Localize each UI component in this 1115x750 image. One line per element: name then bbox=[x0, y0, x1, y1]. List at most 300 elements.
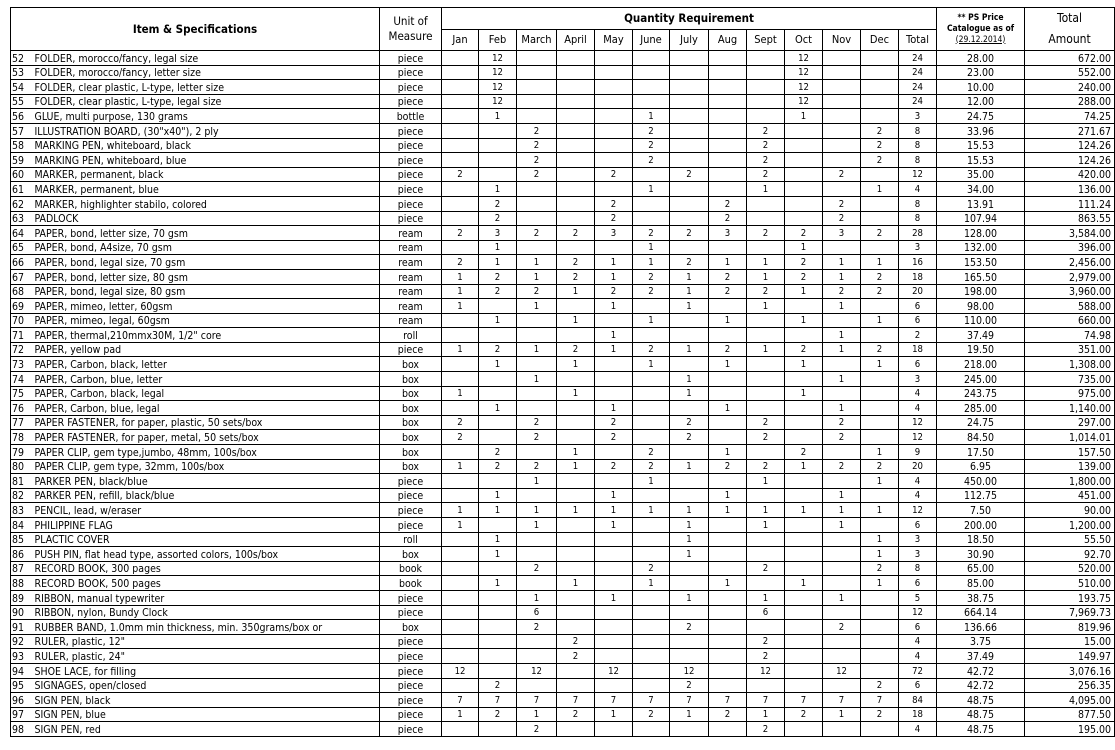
month-quantity bbox=[557, 138, 595, 153]
row-number: 65 bbox=[11, 240, 33, 255]
month-quantity: 2 bbox=[785, 707, 823, 722]
unit-of-measure: piece bbox=[380, 663, 442, 678]
month-quantity bbox=[442, 401, 479, 416]
item-description: PARKER PEN, refill, black/blue bbox=[33, 488, 380, 503]
month-quantity bbox=[442, 590, 479, 605]
row-number: 77 bbox=[11, 415, 33, 430]
month-quantity: 1 bbox=[595, 503, 633, 518]
month-quantity: 1 bbox=[785, 576, 823, 591]
month-quantity: 1 bbox=[633, 474, 670, 489]
month-quantity bbox=[595, 138, 633, 153]
month-quantity bbox=[861, 109, 899, 124]
month-quantity bbox=[633, 488, 670, 503]
total-amount: 297.00 bbox=[1025, 415, 1115, 430]
table-row bbox=[11, 342, 1115, 357]
month-quantity: 7 bbox=[595, 693, 633, 708]
month-quantity bbox=[557, 240, 595, 255]
quantity-total: 28 bbox=[899, 226, 937, 241]
month-quantity bbox=[479, 474, 517, 489]
header-item-specifications: Item & Specifications bbox=[11, 8, 380, 51]
item-description: SHOE LACE, for filling bbox=[33, 663, 380, 678]
month-quantity bbox=[633, 167, 670, 182]
month-quantity: 1 bbox=[442, 518, 479, 533]
month-quantity bbox=[670, 240, 709, 255]
month-quantity bbox=[785, 167, 823, 182]
month-quantity bbox=[670, 474, 709, 489]
month-quantity bbox=[823, 65, 861, 80]
month-quantity: 7 bbox=[557, 693, 595, 708]
unit-of-measure: piece bbox=[380, 678, 442, 693]
month-quantity: 3 bbox=[709, 226, 747, 241]
month-quantity bbox=[633, 590, 670, 605]
month-quantity: 1 bbox=[557, 459, 595, 474]
month-quantity: 7 bbox=[861, 693, 899, 708]
unit-price: 153.50 bbox=[937, 255, 1025, 270]
unit-of-measure: piece bbox=[380, 707, 442, 722]
month-quantity bbox=[633, 663, 670, 678]
month-quantity: 1 bbox=[747, 590, 785, 605]
month-quantity bbox=[747, 372, 785, 387]
month-quantity: 12 bbox=[747, 663, 785, 678]
unit-price: 48.75 bbox=[937, 693, 1025, 708]
month-quantity: 7 bbox=[670, 693, 709, 708]
month-quantity: 2 bbox=[709, 342, 747, 357]
month-quantity bbox=[861, 328, 899, 343]
month-quantity bbox=[785, 620, 823, 635]
month-quantity bbox=[557, 328, 595, 343]
month-quantity: 1 bbox=[747, 299, 785, 314]
quantity-total: 8 bbox=[899, 561, 937, 576]
month-quantity bbox=[557, 182, 595, 197]
month-quantity bbox=[670, 401, 709, 416]
month-quantity bbox=[709, 386, 747, 401]
header-ps-price: ** PS Price Catalogue as of (29.12.2014) bbox=[937, 8, 1025, 51]
total-amount: 1,140.00 bbox=[1025, 401, 1115, 416]
table-row bbox=[11, 153, 1115, 168]
month-quantity: 1 bbox=[785, 357, 823, 372]
unit-price: 6.95 bbox=[937, 459, 1025, 474]
month-quantity: 2 bbox=[861, 561, 899, 576]
unit-of-measure: box bbox=[380, 445, 442, 460]
month-quantity: 2 bbox=[557, 255, 595, 270]
month-quantity bbox=[517, 328, 557, 343]
month-quantity bbox=[785, 474, 823, 489]
quantity-total: 3 bbox=[899, 240, 937, 255]
table-row bbox=[11, 590, 1115, 605]
month-quantity bbox=[709, 182, 747, 197]
month-quantity bbox=[479, 328, 517, 343]
item-description: RULER, plastic, 12" bbox=[33, 634, 380, 649]
month-quantity bbox=[479, 430, 517, 445]
month-quantity bbox=[479, 386, 517, 401]
month-quantity: 7 bbox=[709, 693, 747, 708]
month-quantity bbox=[785, 649, 823, 664]
month-quantity: 1 bbox=[747, 182, 785, 197]
total-amount: 520.00 bbox=[1025, 561, 1115, 576]
quantity-total: 12 bbox=[899, 415, 937, 430]
month-quantity bbox=[747, 445, 785, 460]
unit-price: 28.00 bbox=[937, 51, 1025, 66]
month-quantity: 2 bbox=[747, 459, 785, 474]
month-quantity: 2 bbox=[747, 226, 785, 241]
month-quantity bbox=[442, 313, 479, 328]
month-quantity: 2 bbox=[479, 445, 517, 460]
month-quantity: 1 bbox=[785, 240, 823, 255]
header-month-feb: Feb bbox=[479, 29, 517, 51]
month-quantity bbox=[442, 123, 479, 138]
month-quantity bbox=[517, 65, 557, 80]
month-quantity: 12 bbox=[442, 663, 479, 678]
month-quantity: 1 bbox=[595, 707, 633, 722]
month-quantity: 1 bbox=[823, 518, 861, 533]
month-quantity: 2 bbox=[670, 226, 709, 241]
table-row bbox=[11, 299, 1115, 314]
month-quantity bbox=[709, 722, 747, 737]
month-quantity bbox=[442, 211, 479, 226]
unit-of-measure: piece bbox=[380, 80, 442, 95]
month-quantity: 3 bbox=[823, 226, 861, 241]
month-quantity: 1 bbox=[557, 445, 595, 460]
month-quantity: 7 bbox=[785, 693, 823, 708]
month-quantity bbox=[861, 649, 899, 664]
table-row bbox=[11, 401, 1115, 416]
unit-price: 34.00 bbox=[937, 182, 1025, 197]
total-amount: 271.67 bbox=[1025, 123, 1115, 138]
month-quantity: 1 bbox=[633, 240, 670, 255]
month-quantity: 1 bbox=[517, 590, 557, 605]
unit-price: 13.91 bbox=[937, 196, 1025, 211]
month-quantity bbox=[557, 211, 595, 226]
month-quantity bbox=[557, 605, 595, 620]
month-quantity bbox=[557, 109, 595, 124]
item-description: SIGN PEN, black bbox=[33, 693, 380, 708]
month-quantity: 1 bbox=[709, 401, 747, 416]
unit-of-measure: piece bbox=[380, 167, 442, 182]
month-quantity bbox=[823, 182, 861, 197]
unit-of-measure: piece bbox=[380, 634, 442, 649]
month-quantity: 2 bbox=[709, 284, 747, 299]
month-quantity bbox=[595, 123, 633, 138]
month-quantity bbox=[442, 182, 479, 197]
total-amount: 55.50 bbox=[1025, 532, 1115, 547]
month-quantity bbox=[442, 634, 479, 649]
month-quantity: 2 bbox=[861, 226, 899, 241]
row-number: 68 bbox=[11, 284, 33, 299]
month-quantity bbox=[861, 211, 899, 226]
month-quantity: 2 bbox=[517, 153, 557, 168]
month-quantity bbox=[517, 488, 557, 503]
total-amount: 124.26 bbox=[1025, 138, 1115, 153]
item-description: PHILIPPINE FLAG bbox=[33, 518, 380, 533]
month-quantity: 12 bbox=[595, 663, 633, 678]
month-quantity bbox=[709, 415, 747, 430]
month-quantity: 2 bbox=[785, 255, 823, 270]
quantity-total: 2 bbox=[899, 328, 937, 343]
table-body bbox=[11, 51, 1115, 737]
month-quantity bbox=[633, 211, 670, 226]
table-row bbox=[11, 182, 1115, 197]
month-quantity: 1 bbox=[785, 284, 823, 299]
month-quantity bbox=[557, 65, 595, 80]
item-description: PLACTIC COVER bbox=[33, 532, 380, 547]
month-quantity bbox=[785, 430, 823, 445]
month-quantity bbox=[557, 547, 595, 562]
total-amount: 1,200.00 bbox=[1025, 518, 1115, 533]
row-number: 66 bbox=[11, 255, 33, 270]
month-quantity: 2 bbox=[861, 269, 899, 284]
month-quantity: 2 bbox=[557, 226, 595, 241]
month-quantity bbox=[670, 445, 709, 460]
quantity-total: 8 bbox=[899, 138, 937, 153]
month-quantity: 1 bbox=[557, 313, 595, 328]
month-quantity: 2 bbox=[557, 707, 595, 722]
unit-of-measure: piece bbox=[380, 94, 442, 109]
month-quantity bbox=[709, 590, 747, 605]
unit-of-measure: piece bbox=[380, 182, 442, 197]
quantity-total: 12 bbox=[899, 503, 937, 518]
month-quantity bbox=[633, 722, 670, 737]
table-row bbox=[11, 445, 1115, 460]
unit-of-measure: box bbox=[380, 459, 442, 474]
row-number: 57 bbox=[11, 123, 33, 138]
item-description: PAPER, yellow pad bbox=[33, 342, 380, 357]
month-quantity bbox=[861, 299, 899, 314]
month-quantity bbox=[785, 372, 823, 387]
unit-price: 98.00 bbox=[937, 299, 1025, 314]
month-quantity: 2 bbox=[442, 226, 479, 241]
item-description: PAPER CLIP, gem type,jumbo, 48mm, 100s/box bbox=[33, 445, 380, 460]
total-amount: 735.00 bbox=[1025, 372, 1115, 387]
unit-price: 33.96 bbox=[937, 123, 1025, 138]
month-quantity: 1 bbox=[670, 372, 709, 387]
unit-of-measure: roll bbox=[380, 532, 442, 547]
month-quantity: 2 bbox=[861, 342, 899, 357]
unit-price: 165.50 bbox=[937, 269, 1025, 284]
month-quantity: 1 bbox=[595, 328, 633, 343]
quantity-total: 3 bbox=[899, 532, 937, 547]
month-quantity bbox=[633, 415, 670, 430]
month-quantity bbox=[670, 123, 709, 138]
month-quantity: 1 bbox=[633, 255, 670, 270]
month-quantity: 2 bbox=[633, 459, 670, 474]
month-quantity bbox=[633, 547, 670, 562]
unit-price: 37.49 bbox=[937, 328, 1025, 343]
month-quantity: 1 bbox=[709, 488, 747, 503]
total-amount: 74.98 bbox=[1025, 328, 1115, 343]
month-quantity bbox=[479, 649, 517, 664]
month-quantity: 1 bbox=[861, 255, 899, 270]
month-quantity: 2 bbox=[557, 649, 595, 664]
month-quantity bbox=[785, 211, 823, 226]
unit-of-measure: box bbox=[380, 386, 442, 401]
month-quantity bbox=[633, 518, 670, 533]
month-quantity: 1 bbox=[747, 269, 785, 284]
unit-of-measure: piece bbox=[380, 342, 442, 357]
month-quantity bbox=[442, 372, 479, 387]
month-quantity: 2 bbox=[517, 415, 557, 430]
table-row bbox=[11, 211, 1115, 226]
month-quantity: 1 bbox=[861, 576, 899, 591]
quantity-total: 18 bbox=[899, 707, 937, 722]
month-quantity: 1 bbox=[595, 269, 633, 284]
month-quantity: 2 bbox=[823, 211, 861, 226]
total-amount: 672.00 bbox=[1025, 51, 1115, 66]
month-quantity bbox=[595, 357, 633, 372]
month-quantity bbox=[633, 51, 670, 66]
month-quantity bbox=[823, 94, 861, 109]
month-quantity bbox=[823, 678, 861, 693]
unit-price: 243.75 bbox=[937, 386, 1025, 401]
unit-price: 30.90 bbox=[937, 547, 1025, 562]
item-description: PARKER PEN, black/blue bbox=[33, 474, 380, 489]
month-quantity bbox=[861, 94, 899, 109]
month-quantity bbox=[442, 532, 479, 547]
quantity-total: 24 bbox=[899, 80, 937, 95]
month-quantity bbox=[861, 634, 899, 649]
month-quantity bbox=[670, 649, 709, 664]
month-quantity bbox=[785, 415, 823, 430]
month-quantity bbox=[861, 663, 899, 678]
row-number: 58 bbox=[11, 138, 33, 153]
row-number: 70 bbox=[11, 313, 33, 328]
table-row bbox=[11, 561, 1115, 576]
month-quantity: 2 bbox=[517, 430, 557, 445]
month-quantity bbox=[823, 109, 861, 124]
header-total-amount: Total Amount bbox=[1025, 8, 1115, 51]
month-quantity: 1 bbox=[785, 503, 823, 518]
quantity-total: 20 bbox=[899, 459, 937, 474]
month-quantity: 12 bbox=[785, 94, 823, 109]
month-quantity bbox=[747, 547, 785, 562]
table-row bbox=[11, 649, 1115, 664]
month-quantity: 2 bbox=[517, 620, 557, 635]
month-quantity bbox=[479, 590, 517, 605]
unit-price: 48.75 bbox=[937, 722, 1025, 737]
month-quantity: 2 bbox=[557, 269, 595, 284]
month-quantity bbox=[633, 678, 670, 693]
month-quantity bbox=[595, 313, 633, 328]
row-number: 92 bbox=[11, 634, 33, 649]
unit-of-measure: ream bbox=[380, 313, 442, 328]
unit-price: 24.75 bbox=[937, 109, 1025, 124]
unit-of-measure: piece bbox=[380, 474, 442, 489]
unit-price: 48.75 bbox=[937, 707, 1025, 722]
month-quantity bbox=[823, 51, 861, 66]
total-amount: 2,456.00 bbox=[1025, 255, 1115, 270]
month-quantity bbox=[709, 138, 747, 153]
month-quantity: 2 bbox=[785, 342, 823, 357]
unit-of-measure: box bbox=[380, 401, 442, 416]
quantity-total: 20 bbox=[899, 284, 937, 299]
total-amount: 136.00 bbox=[1025, 182, 1115, 197]
month-quantity bbox=[517, 313, 557, 328]
month-quantity: 1 bbox=[557, 503, 595, 518]
month-quantity: 2 bbox=[633, 269, 670, 284]
unit-of-measure: piece bbox=[380, 503, 442, 518]
month-quantity bbox=[557, 415, 595, 430]
month-quantity: 2 bbox=[595, 415, 633, 430]
row-number: 83 bbox=[11, 503, 33, 518]
month-quantity bbox=[670, 94, 709, 109]
header-total: Total bbox=[899, 29, 937, 51]
unit-of-measure: box bbox=[380, 430, 442, 445]
row-number: 87 bbox=[11, 561, 33, 576]
month-quantity: 2 bbox=[633, 153, 670, 168]
quantity-total: 24 bbox=[899, 94, 937, 109]
row-number: 75 bbox=[11, 386, 33, 401]
row-number: 94 bbox=[11, 663, 33, 678]
total-amount: 74.25 bbox=[1025, 109, 1115, 124]
table-row bbox=[11, 94, 1115, 109]
table-row bbox=[11, 503, 1115, 518]
header-month-dec: Dec bbox=[861, 29, 899, 51]
total-amount: 3,076.16 bbox=[1025, 663, 1115, 678]
month-quantity: 2 bbox=[595, 430, 633, 445]
item-description: MARKING PEN, whiteboard, blue bbox=[33, 153, 380, 168]
month-quantity bbox=[442, 576, 479, 591]
quantity-total: 6 bbox=[899, 620, 937, 635]
unit-price: 132.00 bbox=[937, 240, 1025, 255]
month-quantity bbox=[785, 488, 823, 503]
month-quantity bbox=[861, 240, 899, 255]
unit-price: 110.00 bbox=[937, 313, 1025, 328]
month-quantity: 1 bbox=[823, 342, 861, 357]
month-quantity: 2 bbox=[442, 430, 479, 445]
month-quantity: 2 bbox=[747, 430, 785, 445]
month-quantity bbox=[633, 94, 670, 109]
month-quantity: 1 bbox=[595, 518, 633, 533]
quantity-total: 6 bbox=[899, 299, 937, 314]
month-quantity: 2 bbox=[633, 561, 670, 576]
month-quantity bbox=[557, 532, 595, 547]
month-quantity: 1 bbox=[595, 590, 633, 605]
header-month-nov: Nov bbox=[823, 29, 861, 51]
month-quantity: 1 bbox=[633, 109, 670, 124]
table-row bbox=[11, 357, 1115, 372]
month-quantity bbox=[442, 80, 479, 95]
month-quantity: 1 bbox=[479, 109, 517, 124]
total-amount: 877.50 bbox=[1025, 707, 1115, 722]
month-quantity: 2 bbox=[633, 707, 670, 722]
unit-price: 136.66 bbox=[937, 620, 1025, 635]
month-quantity bbox=[670, 605, 709, 620]
table-row bbox=[11, 634, 1115, 649]
month-quantity: 7 bbox=[479, 693, 517, 708]
month-quantity: 1 bbox=[517, 299, 557, 314]
month-quantity bbox=[595, 678, 633, 693]
month-quantity: 1 bbox=[442, 503, 479, 518]
month-quantity: 1 bbox=[709, 445, 747, 460]
row-number: 61 bbox=[11, 182, 33, 197]
month-quantity: 12 bbox=[479, 51, 517, 66]
month-quantity bbox=[747, 620, 785, 635]
item-description: PAPER, Carbon, black, legal bbox=[33, 386, 380, 401]
row-number: 69 bbox=[11, 299, 33, 314]
month-quantity: 1 bbox=[479, 576, 517, 591]
month-quantity bbox=[557, 590, 595, 605]
month-quantity bbox=[479, 634, 517, 649]
month-quantity bbox=[709, 167, 747, 182]
month-quantity: 1 bbox=[557, 357, 595, 372]
month-quantity: 7 bbox=[633, 693, 670, 708]
month-quantity bbox=[442, 445, 479, 460]
row-number: 55 bbox=[11, 94, 33, 109]
month-quantity bbox=[517, 401, 557, 416]
table-row bbox=[11, 255, 1115, 270]
month-quantity bbox=[861, 488, 899, 503]
month-quantity bbox=[823, 634, 861, 649]
month-quantity: 1 bbox=[747, 255, 785, 270]
